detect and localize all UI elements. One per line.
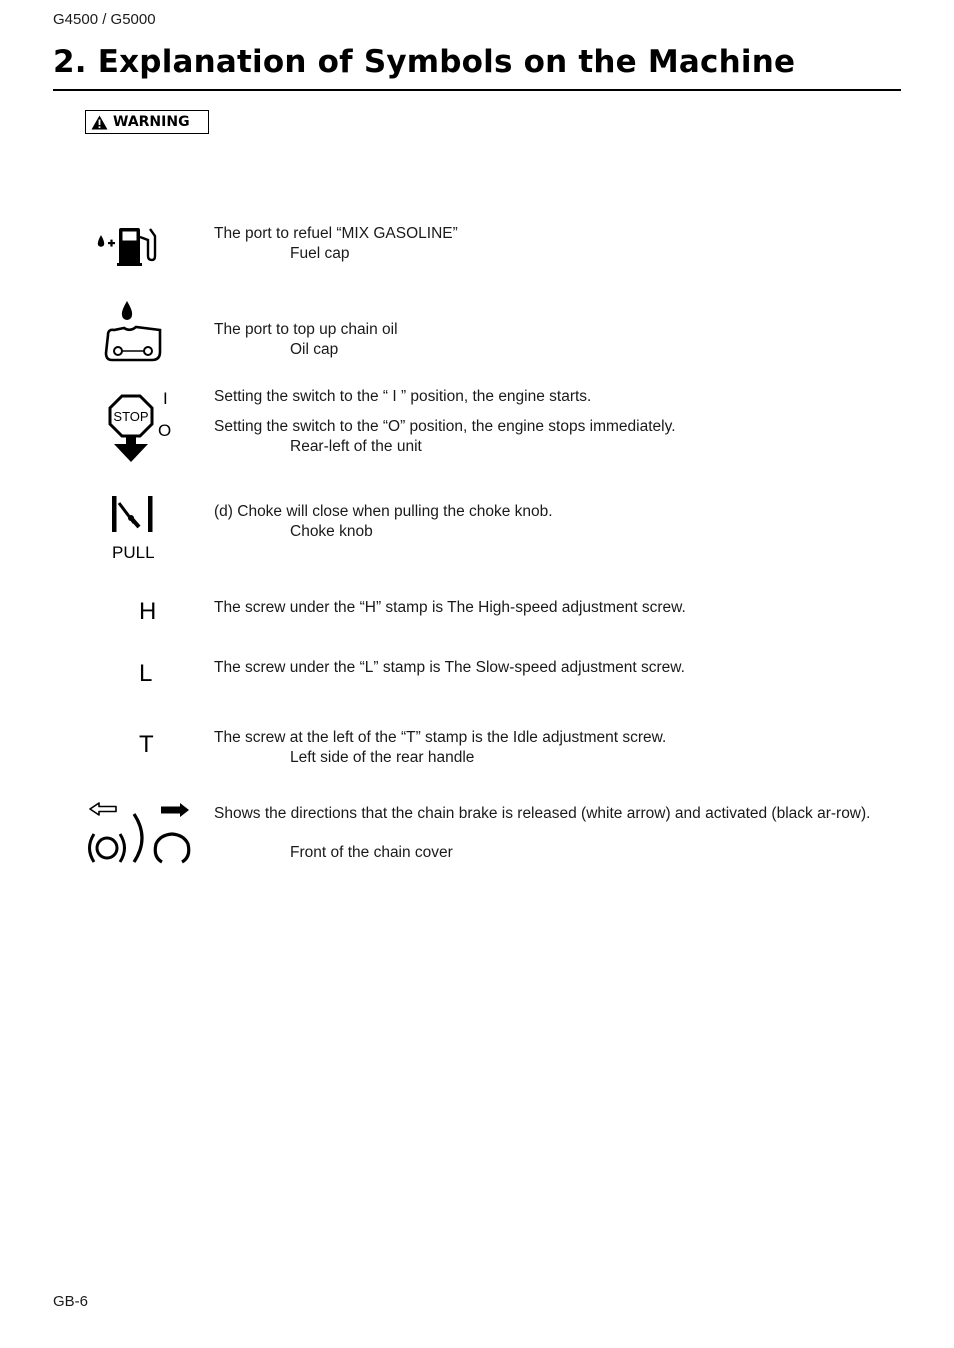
switch-start-description: Setting the switch to the “ I ” position, the engine starts. [214, 388, 592, 405]
warning-triangle-icon [91, 115, 108, 130]
choke-icon [110, 494, 156, 534]
warning-label [85, 110, 209, 134]
slow-speed-stamp-letter: L [139, 660, 153, 687]
idle-stamp-letter: T [139, 731, 154, 758]
chain-oil-icon [100, 298, 166, 366]
high-speed-description: The screw under the “H” stamp is The High-speed adjustment screw. [214, 599, 686, 616]
choke-symbol-description: (d) Choke will close when pulling the choke knob. [214, 503, 553, 520]
chain-brake-location: Front of the chain cover [290, 844, 453, 861]
choke-symbol-location: Choke knob [290, 523, 373, 540]
page-number: GB-6 [53, 1293, 89, 1310]
stop-switch-icon [108, 394, 154, 466]
idle-description: The screw at the left of the “T” stamp is the Idle adjustment screw. [214, 729, 667, 746]
document-model-header: G4500 / G5000 [53, 11, 156, 28]
oil-symbol-description: The port to top up chain oil [214, 321, 398, 338]
warning-text: WARNING [113, 114, 190, 130]
title-underline [53, 89, 901, 91]
fuel-symbol-description: The port to refuel “MIX GASOLINE” [214, 225, 458, 242]
fuel-refuel-icon [95, 220, 161, 268]
oil-symbol-location: Oil cap [290, 341, 339, 358]
switch-off-label: O [158, 421, 172, 440]
choke-pull-label: PULL [112, 543, 155, 562]
switch-on-label: I [163, 389, 168, 408]
high-speed-stamp-letter: H [139, 598, 157, 625]
slow-speed-description: The screw under the “L” stamp is The Slow-speed adjustment screw. [214, 659, 685, 676]
chain-brake-icon [82, 802, 192, 868]
chain-brake-description: Shows the directions that the chain brake is released (white arrow) and activated (black ar-row). [214, 805, 871, 822]
fuel-symbol-location: Fuel cap [290, 245, 350, 262]
switch-location: Rear-left of the unit [290, 438, 422, 455]
idle-location: Left side of the rear handle [290, 749, 475, 766]
switch-stop-description: Setting the switch to the “O” position, the engine stops immediately. [214, 418, 676, 435]
stop-sign-label: STOP [113, 409, 149, 424]
page-title: 2. Explanation of Symbols on the Machine [53, 44, 796, 80]
